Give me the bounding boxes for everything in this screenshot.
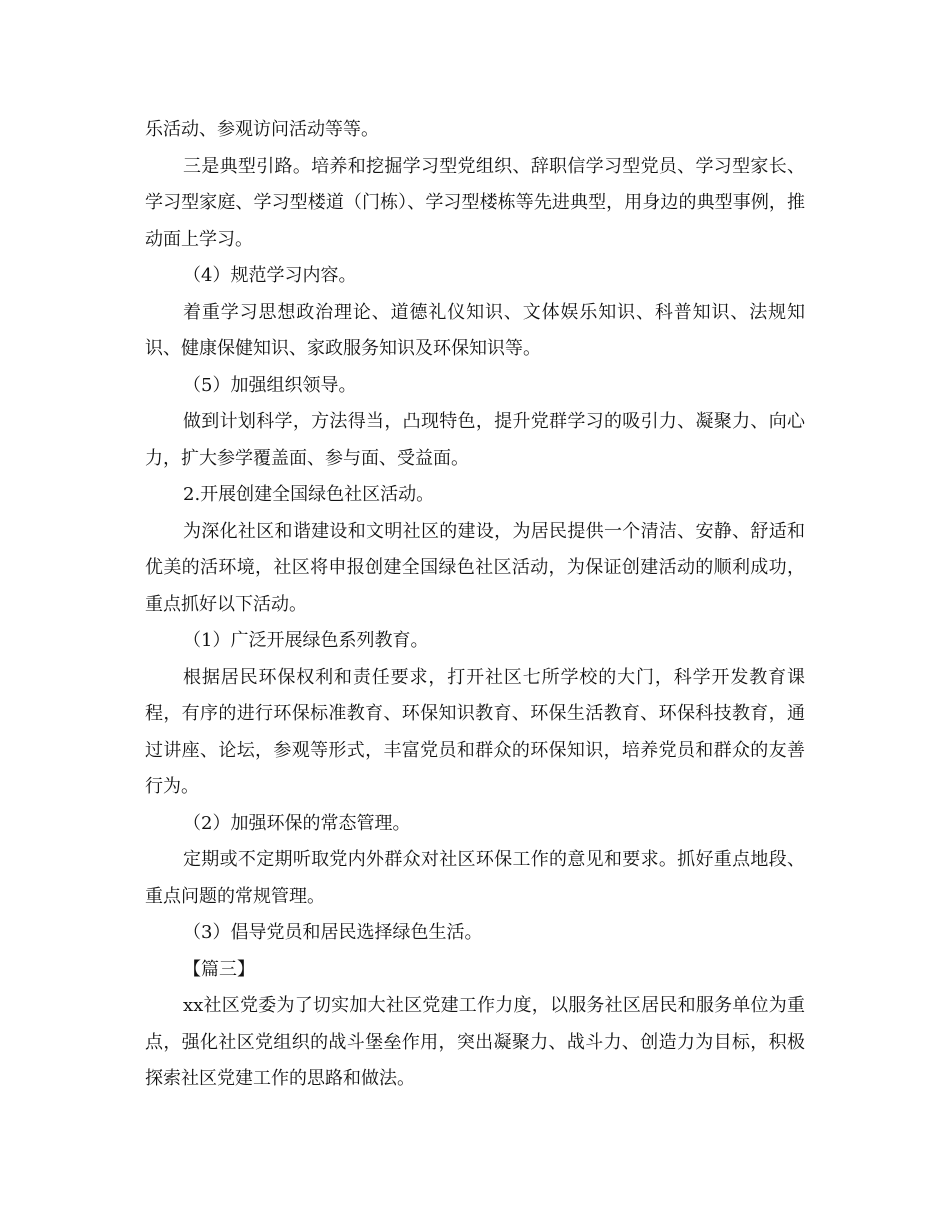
section-heading: （1）广泛开展绿色系列教育。 [183, 630, 429, 651]
paragraph: 做到计划科学，方法得当，凸现特色，提升党群学习的吸引力、凝聚力、向心力，扩大参学覆盖面、参与面、受益面。 [145, 411, 805, 469]
section-heading: （2）加强环保的常态管理。 [183, 812, 411, 834]
section-heading: 2.开展创建全国绿色社区活动。 [183, 484, 435, 505]
paragraph: 根据居民环保权利和责任要求，打开社区七所学校的大门，科学开发教育课程，有序的进行环保标准教育、环保知识教育、环保生活教育、环保科技教育，通过讲座、论坛，参观等形式，丰富党员和群众的环保知识，培养党员和群众的友善行为。 [145, 666, 805, 797]
paragraph: 三是典型引路。培养和挖掘学习型党组织、辞职信学习型党员、学习型家长、学习型家庭、学习型楼道（门栋）、学习型楼栋等先进典型，用身边的典型事例，推动面上学习。 [145, 155, 805, 250]
section-heading: （4）规范学习内容。 [183, 265, 357, 286]
paragraph: xx社区党委为了切实加大社区党建工作力度，以服务社区居民和服务单位为重点，强化社区党组织的战斗堡垒作用，突出凝聚力、战斗力、创造力为目标，积极探索社区党建工作的思路和做法。 [145, 995, 805, 1089]
document-body [145, 112, 805, 1098]
paragraph: 着重学习思想政治理论、道德礼仪知识、文体娱乐知识、科普知识、法规知识、健康保健知识、家政服务知识及环保知识等。 [145, 301, 805, 359]
paragraph: 为深化社区和谐建设和文明社区的建设，为居民提供一个清洁、安静、舒适和优美的活环境，社区将申报创建全国绿色社区活动，为保证创建活动的顺利成功，重点抓好以下活动。 [145, 520, 805, 615]
section-heading: （5）加强组织领导。 [183, 374, 357, 396]
paragraph: 乐活动、参观访问活动等等。 [145, 119, 379, 140]
paragraph: 定期或不定期听取党内外群众对社区环保工作的意见和要求。抓好重点地段、重点问题的常规管理。 [145, 849, 805, 907]
chapter-heading: 【篇三】 [183, 958, 255, 980]
section-heading: （3）倡导党员和居民选择绿色生活。 [183, 922, 483, 943]
